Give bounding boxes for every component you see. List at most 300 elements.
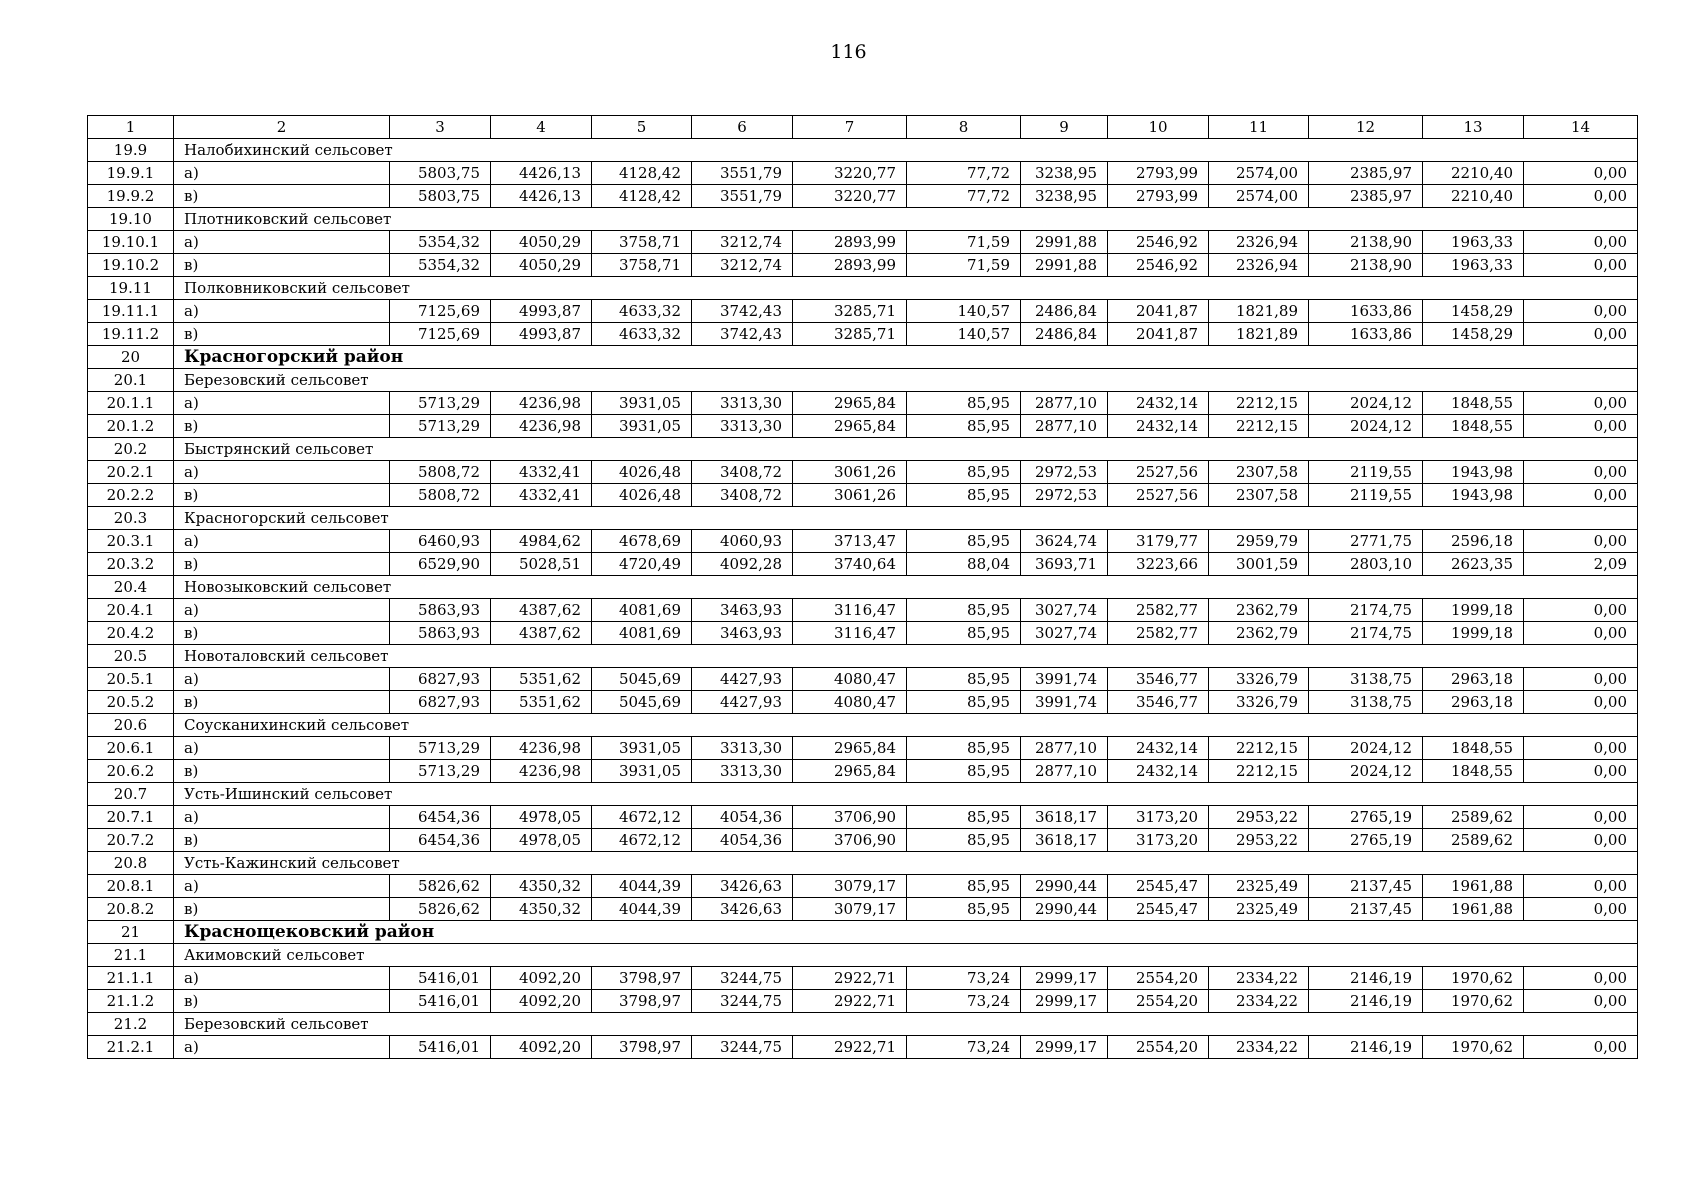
value-cell: 2765,19 [1309, 806, 1423, 829]
value-cell: 3931,05 [592, 392, 692, 415]
row-name: а) [174, 461, 390, 484]
value-cell: 4350,32 [491, 875, 592, 898]
value-cell: 5416,01 [390, 967, 491, 990]
value-cell: 140,57 [907, 323, 1021, 346]
value-cell: 4350,32 [491, 898, 592, 921]
value-cell: 2137,45 [1309, 875, 1423, 898]
value-cell: 2486,84 [1021, 300, 1108, 323]
table-row [88, 599, 1638, 622]
section-header-row [88, 507, 1638, 530]
value-cell: 73,24 [907, 990, 1021, 1013]
row-code: 20.3 [88, 507, 174, 530]
district-header-row [88, 346, 1638, 369]
value-cell: 140,57 [907, 300, 1021, 323]
value-cell: 1943,98 [1423, 484, 1524, 507]
value-cell: 3706,90 [793, 829, 907, 852]
table-row [88, 162, 1638, 185]
value-cell: 0,00 [1524, 323, 1638, 346]
row-name: в) [174, 185, 390, 208]
section-header-row [88, 852, 1638, 875]
value-cell: 1970,62 [1423, 990, 1524, 1013]
row-code: 20.2 [88, 438, 174, 461]
value-cell: 4092,20 [491, 990, 592, 1013]
row-name: в) [174, 553, 390, 576]
value-cell: 2965,84 [793, 760, 907, 783]
value-cell: 5045,69 [592, 668, 692, 691]
value-cell: 2877,10 [1021, 737, 1108, 760]
row-name: в) [174, 415, 390, 438]
table-row [88, 737, 1638, 760]
value-cell: 2965,84 [793, 415, 907, 438]
column-header: 3 [390, 116, 491, 139]
value-cell: 85,95 [907, 622, 1021, 645]
value-cell: 2210,40 [1423, 185, 1524, 208]
value-cell: 2793,99 [1108, 185, 1209, 208]
value-cell: 3061,26 [793, 461, 907, 484]
row-name: Налобихинский сельсовет [174, 139, 1638, 162]
value-cell: 2623,35 [1423, 553, 1524, 576]
row-name: а) [174, 530, 390, 553]
value-cell: 3426,63 [692, 898, 793, 921]
value-cell: 2432,14 [1108, 737, 1209, 760]
value-cell: 5045,69 [592, 691, 692, 714]
value-cell: 4060,93 [692, 530, 793, 553]
row-name: Красногорский район [174, 346, 1638, 369]
value-cell: 2307,58 [1209, 461, 1309, 484]
value-cell: 2138,90 [1309, 231, 1423, 254]
value-cell: 85,95 [907, 875, 1021, 898]
value-cell: 1970,62 [1423, 967, 1524, 990]
value-cell: 3618,17 [1021, 829, 1108, 852]
value-cell: 4633,32 [592, 300, 692, 323]
table-row [88, 323, 1638, 346]
row-code: 20.5.2 [88, 691, 174, 714]
value-cell: 5803,75 [390, 162, 491, 185]
table-row [88, 415, 1638, 438]
value-cell: 2137,45 [1309, 898, 1423, 921]
column-header: 9 [1021, 116, 1108, 139]
value-cell: 3179,77 [1108, 530, 1209, 553]
value-cell: 2024,12 [1309, 737, 1423, 760]
value-cell: 3212,74 [692, 231, 793, 254]
value-cell: 2546,92 [1108, 231, 1209, 254]
column-header: 14 [1524, 116, 1638, 139]
row-name: Соусканихинский сельсовет [174, 714, 1638, 737]
value-cell: 2362,79 [1209, 622, 1309, 645]
value-cell: 4678,69 [592, 530, 692, 553]
column-header: 8 [907, 116, 1021, 139]
value-cell: 3408,72 [692, 484, 793, 507]
value-cell: 0,00 [1524, 691, 1638, 714]
value-cell: 3551,79 [692, 162, 793, 185]
value-cell: 0,00 [1524, 392, 1638, 415]
row-name: а) [174, 162, 390, 185]
row-name: Быстрянский сельсовет [174, 438, 1638, 461]
value-cell: 3758,71 [592, 231, 692, 254]
value-cell: 2385,97 [1309, 162, 1423, 185]
section-header-row [88, 783, 1638, 806]
row-name: в) [174, 760, 390, 783]
value-cell: 2024,12 [1309, 392, 1423, 415]
value-cell: 1848,55 [1423, 760, 1524, 783]
value-cell: 7125,69 [390, 323, 491, 346]
value-cell: 3220,77 [793, 162, 907, 185]
table-row [88, 300, 1638, 323]
value-cell: 4092,28 [692, 553, 793, 576]
value-cell: 0,00 [1524, 622, 1638, 645]
value-cell: 4236,98 [491, 392, 592, 415]
value-cell: 4387,62 [491, 622, 592, 645]
value-cell: 4427,93 [692, 668, 793, 691]
row-name: Усть-Кажинский сельсовет [174, 852, 1638, 875]
value-cell: 3546,77 [1108, 668, 1209, 691]
value-cell: 3079,17 [793, 875, 907, 898]
value-cell: 5713,29 [390, 415, 491, 438]
value-cell: 1848,55 [1423, 737, 1524, 760]
value-cell: 3244,75 [692, 967, 793, 990]
column-header: 11 [1209, 116, 1309, 139]
value-cell: 3931,05 [592, 737, 692, 760]
value-cell: 6529,90 [390, 553, 491, 576]
value-cell: 4236,98 [491, 415, 592, 438]
value-cell: 3285,71 [793, 323, 907, 346]
value-cell: 2212,15 [1209, 392, 1309, 415]
row-name: а) [174, 668, 390, 691]
value-cell: 4427,93 [692, 691, 793, 714]
value-cell: 2922,71 [793, 967, 907, 990]
value-cell: 1848,55 [1423, 392, 1524, 415]
value-cell: 4080,47 [793, 691, 907, 714]
value-cell: 5808,72 [390, 484, 491, 507]
column-header: 7 [793, 116, 907, 139]
row-name: а) [174, 806, 390, 829]
row-code: 20.3.2 [88, 553, 174, 576]
table-row [88, 1036, 1638, 1059]
row-code: 20.6 [88, 714, 174, 737]
value-cell: 1963,33 [1423, 254, 1524, 277]
value-cell: 2486,84 [1021, 323, 1108, 346]
value-cell: 2877,10 [1021, 392, 1108, 415]
row-name: Березовский сельсовет [174, 369, 1638, 392]
section-header-row [88, 369, 1638, 392]
value-cell: 0,00 [1524, 829, 1638, 852]
table-row [88, 254, 1638, 277]
value-cell: 4978,05 [491, 806, 592, 829]
row-code: 19.10.2 [88, 254, 174, 277]
value-cell: 1999,18 [1423, 622, 1524, 645]
table-row [88, 806, 1638, 829]
row-name: в) [174, 691, 390, 714]
value-cell: 2,09 [1524, 553, 1638, 576]
value-cell: 6460,93 [390, 530, 491, 553]
value-cell: 2554,20 [1108, 1036, 1209, 1059]
value-cell: 3408,72 [692, 461, 793, 484]
row-code: 20.5 [88, 645, 174, 668]
value-cell: 2922,71 [793, 990, 907, 1013]
value-cell: 3742,43 [692, 300, 793, 323]
value-cell: 3693,71 [1021, 553, 1108, 576]
value-cell: 3546,77 [1108, 691, 1209, 714]
value-cell: 3116,47 [793, 599, 907, 622]
value-cell: 2999,17 [1021, 967, 1108, 990]
value-cell: 7125,69 [390, 300, 491, 323]
row-code: 20.1.1 [88, 392, 174, 415]
value-cell: 2041,87 [1108, 300, 1209, 323]
value-cell: 5863,93 [390, 622, 491, 645]
table-row [88, 829, 1638, 852]
value-cell: 4236,98 [491, 737, 592, 760]
row-code: 20.5.1 [88, 668, 174, 691]
value-cell: 1999,18 [1423, 599, 1524, 622]
table-row [88, 990, 1638, 1013]
value-cell: 4633,32 [592, 323, 692, 346]
row-code: 21 [88, 921, 174, 944]
value-cell: 0,00 [1524, 461, 1638, 484]
table-header-row [88, 116, 1638, 139]
section-header-row [88, 714, 1638, 737]
row-name: Акимовский сельсовет [174, 944, 1638, 967]
section-header-row [88, 645, 1638, 668]
value-cell: 5713,29 [390, 392, 491, 415]
value-cell: 3618,17 [1021, 806, 1108, 829]
value-cell: 6454,36 [390, 829, 491, 852]
value-cell: 4050,29 [491, 254, 592, 277]
value-cell: 2334,22 [1209, 1036, 1309, 1059]
table-row [88, 185, 1638, 208]
row-name: а) [174, 300, 390, 323]
value-cell: 0,00 [1524, 254, 1638, 277]
value-cell: 5713,29 [390, 760, 491, 783]
value-cell: 2546,92 [1108, 254, 1209, 277]
section-header-row [88, 139, 1638, 162]
value-cell: 4092,20 [491, 1036, 592, 1059]
value-cell: 3079,17 [793, 898, 907, 921]
row-code: 20.2.2 [88, 484, 174, 507]
tariff-table [87, 115, 1638, 1059]
table-body [88, 116, 1638, 1059]
value-cell: 2527,56 [1108, 461, 1209, 484]
value-cell: 2545,47 [1108, 898, 1209, 921]
value-cell: 3742,43 [692, 323, 793, 346]
value-cell: 4978,05 [491, 829, 592, 852]
value-cell: 3138,75 [1309, 668, 1423, 691]
value-cell: 1961,88 [1423, 875, 1524, 898]
table-row [88, 875, 1638, 898]
row-code: 21.2.1 [88, 1036, 174, 1059]
value-cell: 3223,66 [1108, 553, 1209, 576]
value-cell: 3061,26 [793, 484, 907, 507]
table-row [88, 530, 1638, 553]
value-cell: 0,00 [1524, 1036, 1638, 1059]
value-cell: 85,95 [907, 392, 1021, 415]
value-cell: 3238,95 [1021, 162, 1108, 185]
value-cell: 4426,13 [491, 162, 592, 185]
value-cell: 4044,39 [592, 875, 692, 898]
value-cell: 2174,75 [1309, 622, 1423, 645]
row-name: в) [174, 254, 390, 277]
value-cell: 85,95 [907, 898, 1021, 921]
row-code: 20.3.1 [88, 530, 174, 553]
value-cell: 2991,88 [1021, 231, 1108, 254]
value-cell: 3116,47 [793, 622, 907, 645]
section-header-row [88, 1013, 1638, 1036]
value-cell: 2596,18 [1423, 530, 1524, 553]
value-cell: 3313,30 [692, 392, 793, 415]
value-cell: 85,95 [907, 530, 1021, 553]
value-cell: 4026,48 [592, 461, 692, 484]
value-cell: 85,95 [907, 806, 1021, 829]
row-name: в) [174, 484, 390, 507]
row-name: а) [174, 875, 390, 898]
section-header-row [88, 208, 1638, 231]
value-cell: 0,00 [1524, 484, 1638, 507]
value-cell: 4672,12 [592, 829, 692, 852]
value-cell: 3551,79 [692, 185, 793, 208]
value-cell: 85,95 [907, 691, 1021, 714]
value-cell: 3313,30 [692, 737, 793, 760]
value-cell: 1848,55 [1423, 415, 1524, 438]
value-cell: 3285,71 [793, 300, 907, 323]
value-cell: 0,00 [1524, 300, 1638, 323]
value-cell: 2024,12 [1309, 415, 1423, 438]
value-cell: 3991,74 [1021, 691, 1108, 714]
value-cell: 5826,62 [390, 875, 491, 898]
value-cell: 5863,93 [390, 599, 491, 622]
value-cell: 5351,62 [491, 668, 592, 691]
value-cell: 1963,33 [1423, 231, 1524, 254]
value-cell: 77,72 [907, 162, 1021, 185]
value-cell: 85,95 [907, 737, 1021, 760]
value-cell: 3706,90 [793, 806, 907, 829]
value-cell: 2362,79 [1209, 599, 1309, 622]
row-code: 20.6.2 [88, 760, 174, 783]
value-cell: 2803,10 [1309, 553, 1423, 576]
value-cell: 2972,53 [1021, 461, 1108, 484]
row-code: 20.8.1 [88, 875, 174, 898]
value-cell: 3798,97 [592, 1036, 692, 1059]
value-cell: 3027,74 [1021, 622, 1108, 645]
value-cell: 2589,62 [1423, 806, 1524, 829]
column-header: 6 [692, 116, 793, 139]
value-cell: 0,00 [1524, 231, 1638, 254]
value-cell: 4993,87 [491, 323, 592, 346]
row-name: Плотниковский сельсовет [174, 208, 1638, 231]
value-cell: 0,00 [1524, 967, 1638, 990]
value-cell: 2589,62 [1423, 829, 1524, 852]
row-name: а) [174, 231, 390, 254]
value-cell: 3931,05 [592, 415, 692, 438]
value-cell: 2959,79 [1209, 530, 1309, 553]
row-code: 19.11.1 [88, 300, 174, 323]
value-cell: 3027,74 [1021, 599, 1108, 622]
value-cell: 85,95 [907, 760, 1021, 783]
row-code: 20.2.1 [88, 461, 174, 484]
value-cell: 4128,42 [592, 185, 692, 208]
row-name: Красногорский сельсовет [174, 507, 1638, 530]
value-cell: 2385,97 [1309, 185, 1423, 208]
row-name: а) [174, 599, 390, 622]
value-cell: 3313,30 [692, 415, 793, 438]
value-cell: 5826,62 [390, 898, 491, 921]
column-header: 4 [491, 116, 592, 139]
value-cell: 2325,49 [1209, 875, 1309, 898]
value-cell: 2972,53 [1021, 484, 1108, 507]
value-cell: 5351,62 [491, 691, 592, 714]
value-cell: 3326,79 [1209, 668, 1309, 691]
row-name: а) [174, 737, 390, 760]
value-cell: 3991,74 [1021, 668, 1108, 691]
value-cell: 2990,44 [1021, 898, 1108, 921]
value-cell: 1961,88 [1423, 898, 1524, 921]
value-cell: 2326,94 [1209, 231, 1309, 254]
row-name: в) [174, 898, 390, 921]
value-cell: 2210,40 [1423, 162, 1524, 185]
value-cell: 71,59 [907, 231, 1021, 254]
value-cell: 2554,20 [1108, 990, 1209, 1013]
table-row [88, 967, 1638, 990]
value-cell: 2212,15 [1209, 415, 1309, 438]
value-cell: 2991,88 [1021, 254, 1108, 277]
column-header: 5 [592, 116, 692, 139]
value-cell: 2574,00 [1209, 185, 1309, 208]
value-cell: 5803,75 [390, 185, 491, 208]
value-cell: 71,59 [907, 254, 1021, 277]
value-cell: 6827,93 [390, 691, 491, 714]
table-row [88, 622, 1638, 645]
value-cell: 5713,29 [390, 737, 491, 760]
row-name: Новоталовский сельсовет [174, 645, 1638, 668]
row-code: 21.1 [88, 944, 174, 967]
row-code: 21.1.2 [88, 990, 174, 1013]
value-cell: 2527,56 [1108, 484, 1209, 507]
row-code: 20.4 [88, 576, 174, 599]
value-cell: 2771,75 [1309, 530, 1423, 553]
value-cell: 2326,94 [1209, 254, 1309, 277]
value-cell: 2119,55 [1309, 484, 1423, 507]
value-cell: 0,00 [1524, 162, 1638, 185]
row-name: Березовский сельсовет [174, 1013, 1638, 1036]
row-code: 20.6.1 [88, 737, 174, 760]
value-cell: 2146,19 [1309, 967, 1423, 990]
row-name: в) [174, 829, 390, 852]
value-cell: 1633,86 [1309, 323, 1423, 346]
value-cell: 2793,99 [1108, 162, 1209, 185]
value-cell: 3001,59 [1209, 553, 1309, 576]
column-header: 1 [88, 116, 174, 139]
value-cell: 4984,62 [491, 530, 592, 553]
value-cell: 4387,62 [491, 599, 592, 622]
row-name: а) [174, 1036, 390, 1059]
value-cell: 3931,05 [592, 760, 692, 783]
value-cell: 2953,22 [1209, 806, 1309, 829]
value-cell: 77,72 [907, 185, 1021, 208]
value-cell: 2582,77 [1108, 599, 1209, 622]
row-code: 19.10 [88, 208, 174, 231]
value-cell: 2545,47 [1108, 875, 1209, 898]
value-cell: 5416,01 [390, 990, 491, 1013]
value-cell: 2582,77 [1108, 622, 1209, 645]
value-cell: 1633,86 [1309, 300, 1423, 323]
value-cell: 85,95 [907, 484, 1021, 507]
value-cell: 3138,75 [1309, 691, 1423, 714]
value-cell: 2963,18 [1423, 668, 1524, 691]
row-name: Краснощековский район [174, 921, 1638, 944]
value-cell: 3313,30 [692, 760, 793, 783]
value-cell: 2041,87 [1108, 323, 1209, 346]
value-cell: 73,24 [907, 1036, 1021, 1059]
value-cell: 6454,36 [390, 806, 491, 829]
row-name: а) [174, 967, 390, 990]
